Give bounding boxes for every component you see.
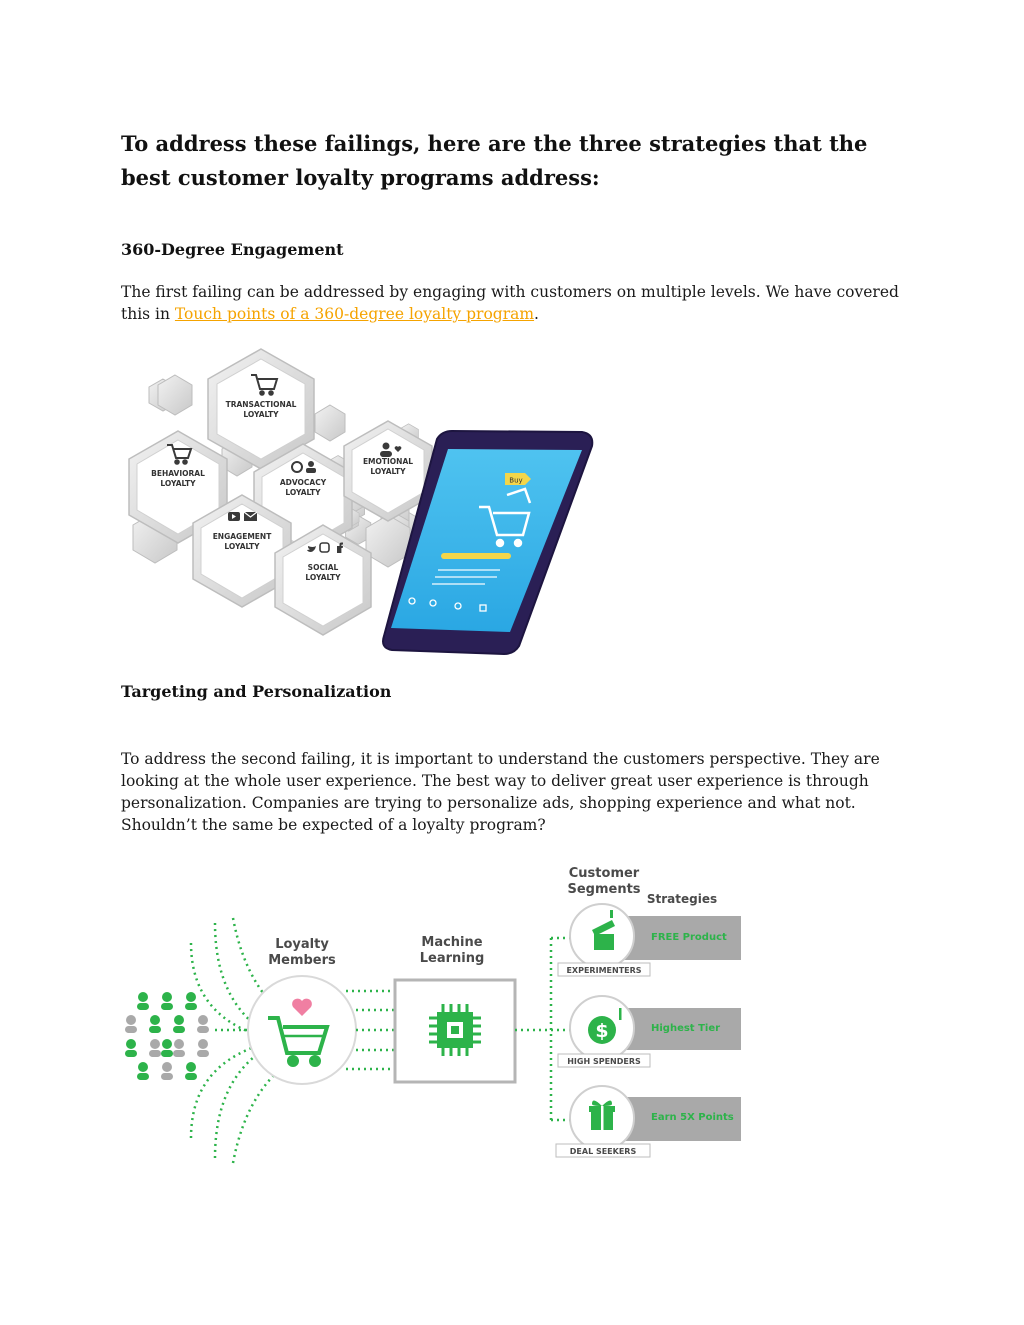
customer-segments-label-line1: Customer xyxy=(568,866,640,881)
hex-label-line1: ADVOCACY xyxy=(279,478,327,487)
loyalty-members-people xyxy=(125,992,209,1080)
buy-tag-label: Buy xyxy=(509,476,523,485)
hex-label-line1: ENGAGEMENT xyxy=(212,532,272,541)
hex-label-line1: BEHAVIORAL xyxy=(151,469,205,478)
segment-high-spenders xyxy=(558,996,741,1067)
section1-text: The first failing can be addressed by engaging with customers on multiple levels. We have covered this in xyxy=(121,283,899,323)
hex-label-line1: EMOTIONAL xyxy=(362,457,414,466)
svg-text:$: $ xyxy=(595,1020,609,1042)
section1-text-end: . xyxy=(534,305,539,323)
segment-experimenters xyxy=(558,904,741,976)
loyalty-members-node xyxy=(248,937,356,1084)
section1-paragraph xyxy=(121,281,901,325)
loyalty-hexagon-figure xyxy=(115,345,615,655)
loyalty-members-label-line2: Members xyxy=(268,953,336,968)
hex-label-line2: LOYALTY xyxy=(160,479,196,488)
segment-label: HIGH SPENDERS xyxy=(567,1057,641,1066)
machine-learning-label-line2: Learning xyxy=(419,951,485,966)
touch-points-link[interactable]: Touch points of a 360-degree loyalty program xyxy=(174,305,535,323)
segment-label: EXPERIMENTERS xyxy=(566,966,642,975)
loyalty-members-label-line1: Loyalty xyxy=(275,937,329,952)
hex-label-line2: LOYALTY xyxy=(224,542,260,551)
hex-label-line1: SOCIAL xyxy=(307,563,339,572)
main-heading: To address these failings, here are the three strategies that the best customer loyalty programs address: xyxy=(121,131,868,190)
hex-label-line1: TRANSACTIONAL xyxy=(225,400,297,409)
hex-label-line2: LOYALTY xyxy=(370,467,406,476)
hex-label-line2: LOYALTY xyxy=(243,410,279,419)
hex-label-line2: LOYALTY xyxy=(285,488,321,497)
hex-label-line2: LOYALTY xyxy=(305,573,341,582)
segment-label: DEAL SEEKERS xyxy=(569,1147,637,1156)
machine-learning-node xyxy=(395,935,515,1082)
screen-yellow-bar xyxy=(441,553,511,559)
machine-learning-label-line1: Machine xyxy=(421,935,483,950)
segment-deal-seekers xyxy=(556,1086,741,1157)
section2-paragraph: To address the second failing, it is important to understand the customers perspective. They are looking at the whole user experience. The best way to deliver great user experience is through personalization. Companies are trying to personalize ads, shopping experience and what not. Shouldn’t the same be expected of a loyalty program? xyxy=(121,750,880,834)
strategy-label: FREE Product xyxy=(651,932,727,943)
section-title-targeting: Targeting and Personalization xyxy=(121,682,392,701)
section-title-360-engagement: 360-Degree Engagement xyxy=(121,240,344,259)
small-hexagon xyxy=(315,405,345,441)
customer-segments-label-line2: Segments xyxy=(567,882,641,897)
strategy-label: Earn 5X Points xyxy=(651,1112,734,1123)
personalization-diagram xyxy=(115,858,755,1168)
strategies-label: Strategies xyxy=(646,892,718,906)
strategy-label: Highest Tier xyxy=(651,1023,721,1034)
